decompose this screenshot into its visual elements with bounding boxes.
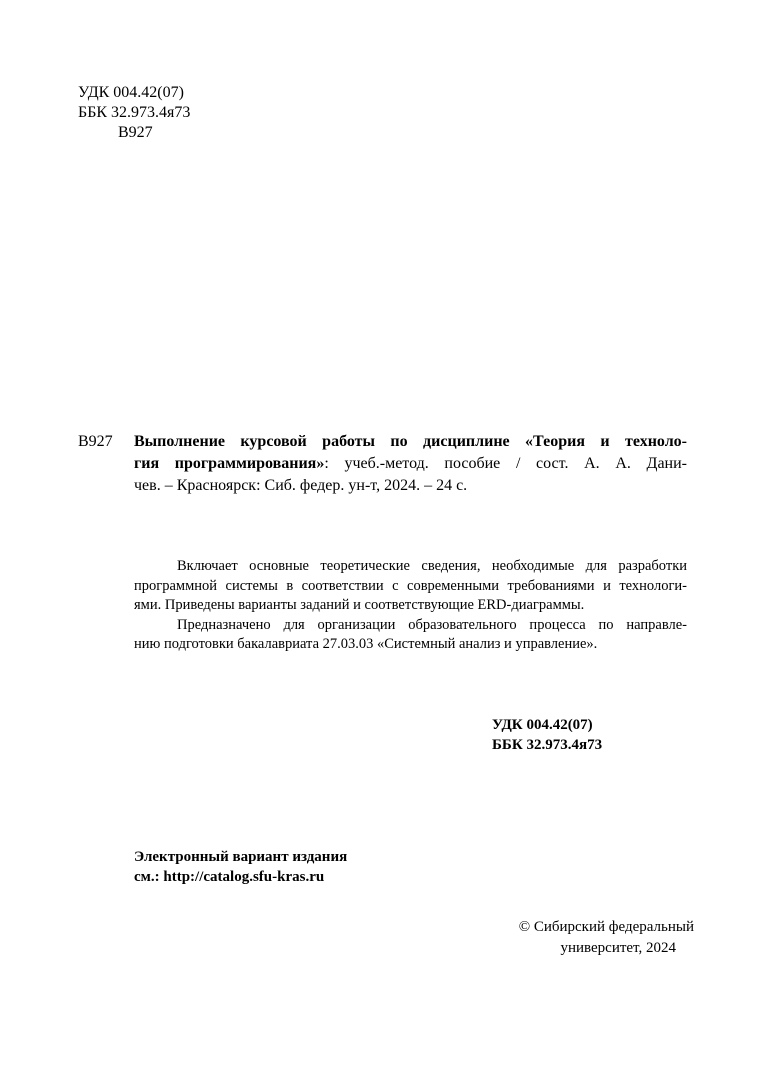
bibliography-title-line2: [134, 453, 687, 475]
electronic-version-label: Электронный вариант издания: [134, 849, 348, 865]
annotation-p2-line1: Предназначено для организации образовательного процесса по направле-: [177, 616, 687, 633]
udk-code: УДК 004.42(07): [492, 717, 593, 733]
author-mark-top: В927: [118, 124, 153, 141]
bibliography-details: : учеб.-метод. пособие / сост. А. А. Дани-: [324, 455, 688, 472]
bbk-code-top: ББК 32.973.4я73: [78, 104, 191, 121]
annotation-p1-line2: программной системы в соответствии с современными требованиями и технологи-: [134, 577, 687, 594]
annotation-p1-line1: Включает основные теоретические сведения, необходимые для разработки: [177, 558, 687, 574]
catalog-url: см.: http://catalog.sfu-kras.ru: [134, 869, 325, 885]
bibliography-title-end: гия программирования»: [134, 455, 325, 472]
udk-code-top: УДК 004.42(07): [78, 84, 184, 101]
bibliography-title-line1: Выполнение курсовой работы по дисциплине «Теория и техноло-: [134, 433, 687, 450]
copyright-line1: © Сибирский федеральный: [518, 919, 694, 935]
copyright-line2: университет, 2024: [560, 940, 676, 956]
bibliography-mark: В927: [78, 433, 113, 450]
annotation-p1-line3: ями. Приведены варианты заданий и соответствующие ERD-диаграммы.: [134, 597, 585, 613]
bibliography-imprint: чев. – Красноярск: Сиб. федер. ун-т, 2024. – 24 с.: [134, 477, 468, 494]
bbk-code: ББК 32.973.4я73: [492, 737, 603, 753]
annotation-p2-line2: нию подготовки бакалавриата 27.03.03 «Системный анализ и управление».: [134, 636, 598, 652]
